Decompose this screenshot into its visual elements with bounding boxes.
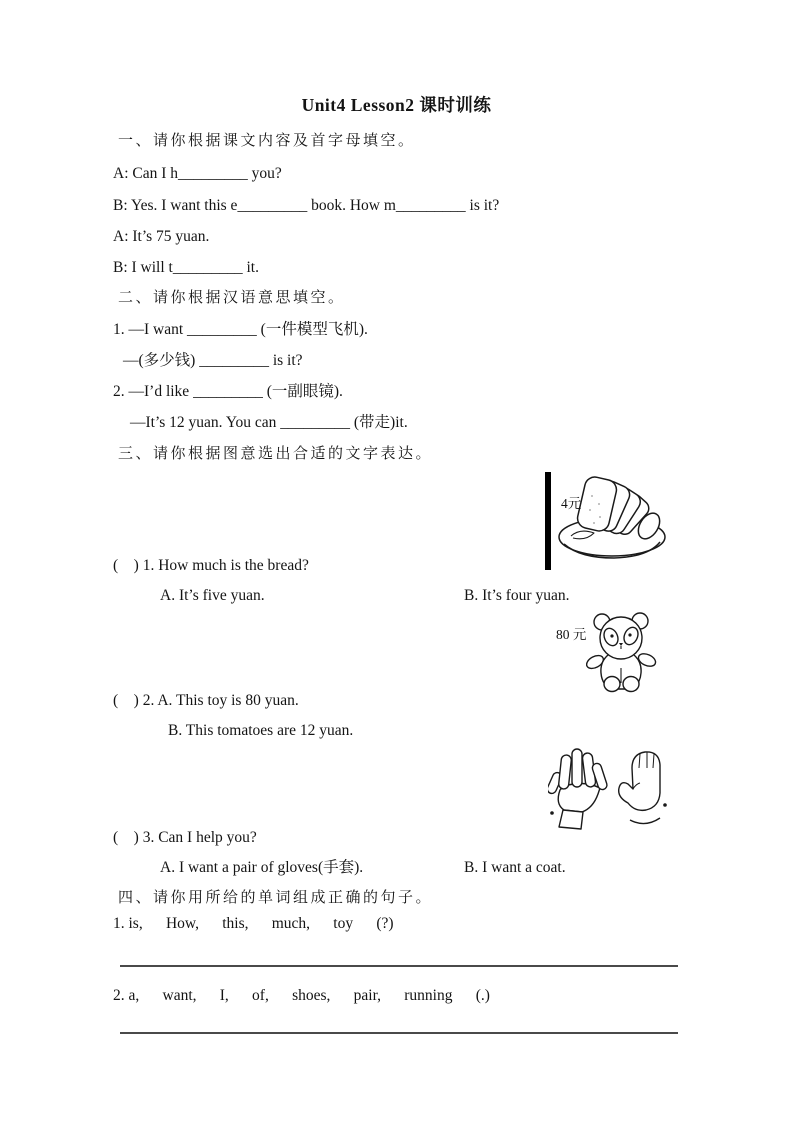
fill-blank-line-2-reply: —It’s 12 yuan. You can _________ (带走)it. [130,414,408,431]
question-2-option-b: B. This tomatoes are 12 yuan. [168,722,354,739]
word-order-item-2: 2. a, want, I, of, shoes, pair, running (.) [113,987,490,1004]
answer-line-1 [120,965,678,967]
fill-blank-line-1: 1. —I want _________ (一件模型飞机). [113,321,368,338]
question-1: ( ) 1. How much is the bread? [113,557,309,574]
fill-blank-line-1-reply: —(多少钱) _________ is it? [123,352,303,369]
question-2: ( ) 2. A. This toy is 80 yuan. [113,692,299,709]
dialog-line-b2: B: I will t_________ it. [113,259,259,276]
dialog-line-a1: A: Can I h_________ you? [113,165,282,182]
section3-heading: 三、请你根据图意选出合适的文字表达。 [118,446,434,462]
fill-blank-line-2: 2. —I’d like _________ (一副眼镜). [113,383,343,400]
bread-price-label: 4元 [561,496,582,511]
table-border-bar [545,472,551,570]
gloves-illustration [548,748,670,832]
question-1-option-b: B. It’s four yuan. [464,587,570,604]
question-3: ( ) 3. Can I help you? [113,829,257,846]
question-3-option-b: B. I want a coat. [464,859,566,876]
question-1-option-a: A. It’s five yuan. [160,587,265,604]
dialog-line-b1: B: Yes. I want this e_________ book. How m_________ is it? [113,197,500,214]
section4-heading: 四、请你用所给的单词组成正确的句子。 [118,890,434,906]
section1-heading: 一、请你根据课文内容及首字母填空。 [118,133,416,149]
answer-line-2 [120,1032,678,1034]
page-title: Unit4 Lesson2 课时训练 [301,95,492,115]
word-order-item-1: 1. is, How, this, much, toy (?) [113,915,394,932]
question-3-option-a: A. I want a pair of gloves(手套). [160,859,364,876]
panda-toy-illustration [586,610,664,694]
panda-price-label: 80 元 [556,627,587,642]
dialog-line-a2: A: It’s 75 yuan. [113,228,210,245]
bread-plate-illustration [554,474,672,562]
section2-heading: 二、请你根据汉语意思填空。 [118,290,346,306]
